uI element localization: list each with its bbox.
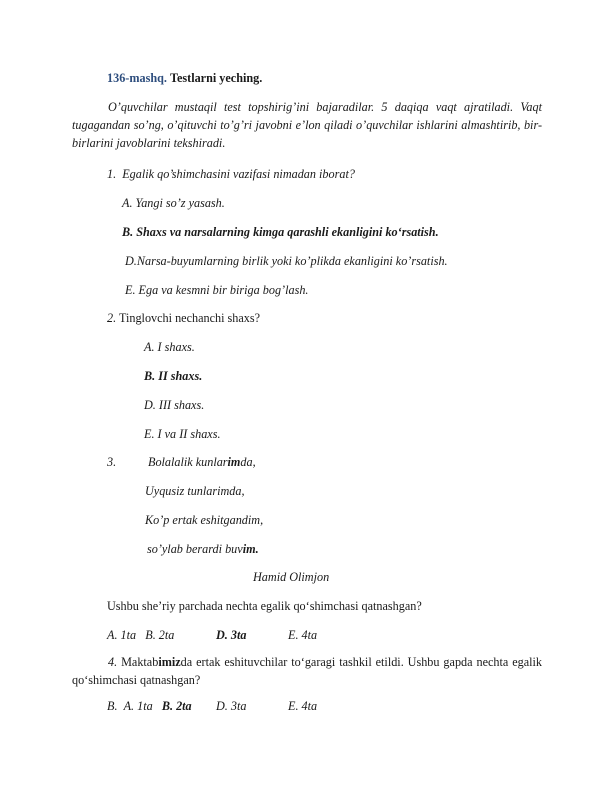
q3-option-d: D. 3ta bbox=[216, 628, 247, 642]
intro-paragraph: O’quvchilar mustaqil test topshirig’ini bajaradilar. 5 daqiqa vaqt ajratiladi. Vaqt tugagandan so’ng, o’qituvchi to’g’ri javobni e’lon qiladi o’quvchilar ishlarini almashtirib, bir-birlarini javoblarini tekshiradi. bbox=[72, 100, 542, 150]
question-1-text: Egalik qo’shimchasini vazifasi nimadan iborat? bbox=[122, 167, 355, 181]
q1-option-b: B. Shaxs va narsalarning kimga qarashli ekanligini ko‘rsatish. bbox=[122, 225, 439, 239]
poem-author: Hamid Olimjon bbox=[253, 570, 330, 584]
q1-option-e: E. Ega va kesmni bir biriga bog’lash. bbox=[125, 283, 309, 297]
question-2-number: 2. bbox=[107, 311, 117, 325]
q1-option-a: A. Yangi so’z yasash. bbox=[122, 196, 225, 210]
question-2 bbox=[107, 311, 260, 326]
q4-option-b: B. 2ta bbox=[161, 699, 192, 713]
poem-line-4-text: so’ylab berardi buv bbox=[147, 542, 243, 556]
question-3-number: 3. bbox=[107, 455, 117, 469]
q3-option-a: A. 1ta bbox=[107, 628, 137, 642]
poem-line-1-bold: im bbox=[227, 455, 241, 469]
q2-option-d: D. III shaxs. bbox=[144, 398, 205, 412]
q3-option-e: E. 4ta bbox=[288, 628, 318, 642]
q4-option-d: D. 3ta bbox=[216, 699, 247, 713]
question-1 bbox=[107, 167, 355, 182]
poem-line-4-bold: im bbox=[242, 542, 256, 556]
question-3-text: Ushbu she’riy parchada nechta egalik qo‘shimchasi qatnashgan? bbox=[107, 599, 422, 613]
q4-option-e: E. 4ta bbox=[288, 699, 318, 713]
q2-option-b: B. II shaxs. bbox=[144, 369, 203, 383]
question-1-number: 1. bbox=[107, 167, 117, 181]
q2-option-a: A. I shaxs. bbox=[144, 340, 195, 354]
poem-line-3: Ko’p ertak eshitgandim, bbox=[145, 513, 264, 527]
question-4-bold: imiz bbox=[158, 655, 181, 669]
q4-answers bbox=[107, 699, 192, 714]
poem-line-1 bbox=[148, 455, 256, 470]
q4-prefix: B. bbox=[107, 699, 118, 713]
q3-option-b: B. 2ta bbox=[145, 628, 175, 642]
poem-line-2: Uyqusiz tunlarimda, bbox=[145, 484, 245, 498]
question-4-number: 4. bbox=[108, 655, 118, 669]
poem-line-1-end: da, bbox=[240, 455, 256, 469]
exercise-title: Testlarni yeching. bbox=[169, 71, 263, 85]
question-4-text-start: Maktab bbox=[121, 655, 159, 669]
question-2-text: Tinglovchi nechanchi shaxs? bbox=[118, 311, 261, 325]
question-4 bbox=[72, 653, 542, 689]
poem-line-4: so’ylab berardi buvim. bbox=[147, 542, 259, 556]
q1-option-d: D.Narsa-buyumlarning birlik yoki ko’plikda ekanligini ko’rsatish. bbox=[125, 254, 448, 268]
q3-answers bbox=[107, 628, 174, 643]
q2-option-e: E. I va II shaxs. bbox=[144, 427, 221, 441]
exercise-heading bbox=[107, 71, 262, 86]
exercise-number: 136-mashq. bbox=[107, 71, 167, 85]
poem-line-1-text: Bolalalik kunlar bbox=[148, 455, 228, 469]
question-4-text-end: da ertak eshituvchilar to‘garagi tashkil etildi. Ushbu gapda nechta egalik qo‘shimchasi qatnashgan? bbox=[72, 655, 542, 687]
q4-option-a: A. 1ta bbox=[123, 699, 153, 713]
